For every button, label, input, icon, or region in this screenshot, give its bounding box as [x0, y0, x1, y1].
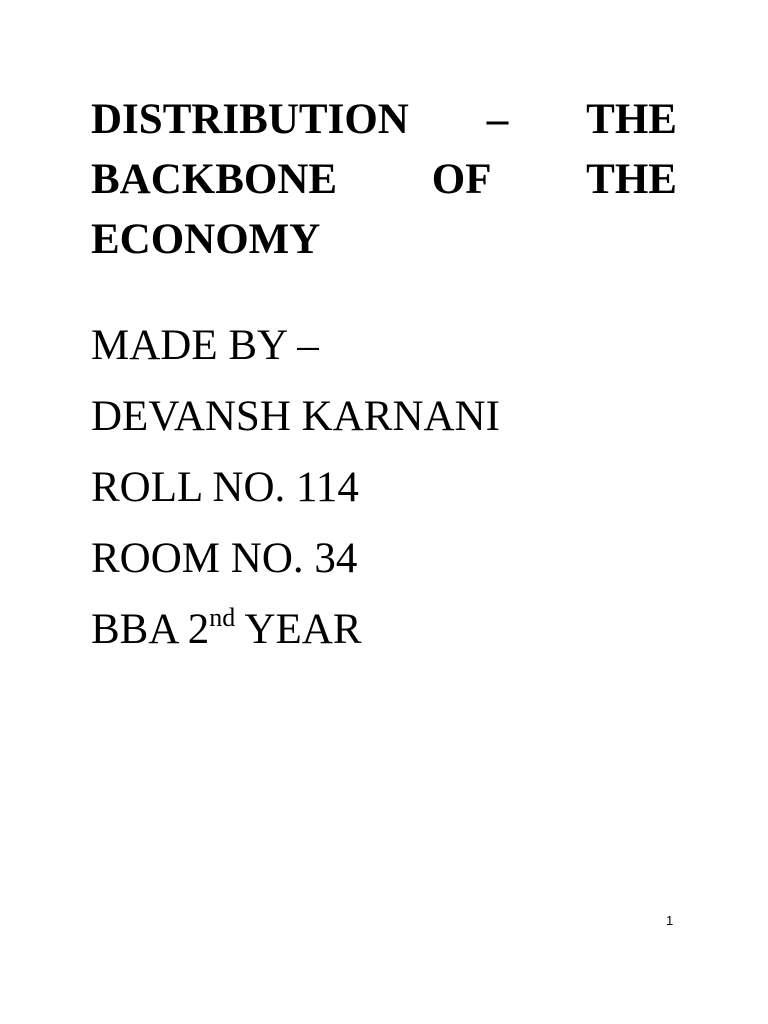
- roll-number: ROLL NO. 114: [91, 464, 359, 511]
- author-name: DEVANSH KARNANI: [91, 393, 500, 440]
- title-line-3: [91, 210, 677, 270]
- document-title: [91, 90, 677, 270]
- title-word: OF: [431, 156, 492, 203]
- title-word: ECONOMY: [91, 216, 321, 263]
- course-suffix: YEAR: [235, 606, 362, 653]
- title-word: THE: [586, 156, 677, 203]
- title-line-1: [91, 90, 677, 150]
- course-superscript: nd: [209, 603, 236, 632]
- title-line-2: [91, 150, 677, 210]
- title-word: DISTRIBUTION: [91, 96, 409, 143]
- made-by-label: MADE BY –: [91, 322, 319, 369]
- title-word: BACKBONE: [91, 156, 338, 203]
- title-word: THE: [586, 96, 677, 143]
- author-details: [91, 310, 691, 665]
- course-year: [91, 594, 691, 665]
- title-word: –: [486, 96, 509, 143]
- page-number: 1: [666, 913, 674, 928]
- course-prefix: BBA 2: [91, 606, 210, 653]
- room-number: ROOM NO. 34: [91, 535, 358, 582]
